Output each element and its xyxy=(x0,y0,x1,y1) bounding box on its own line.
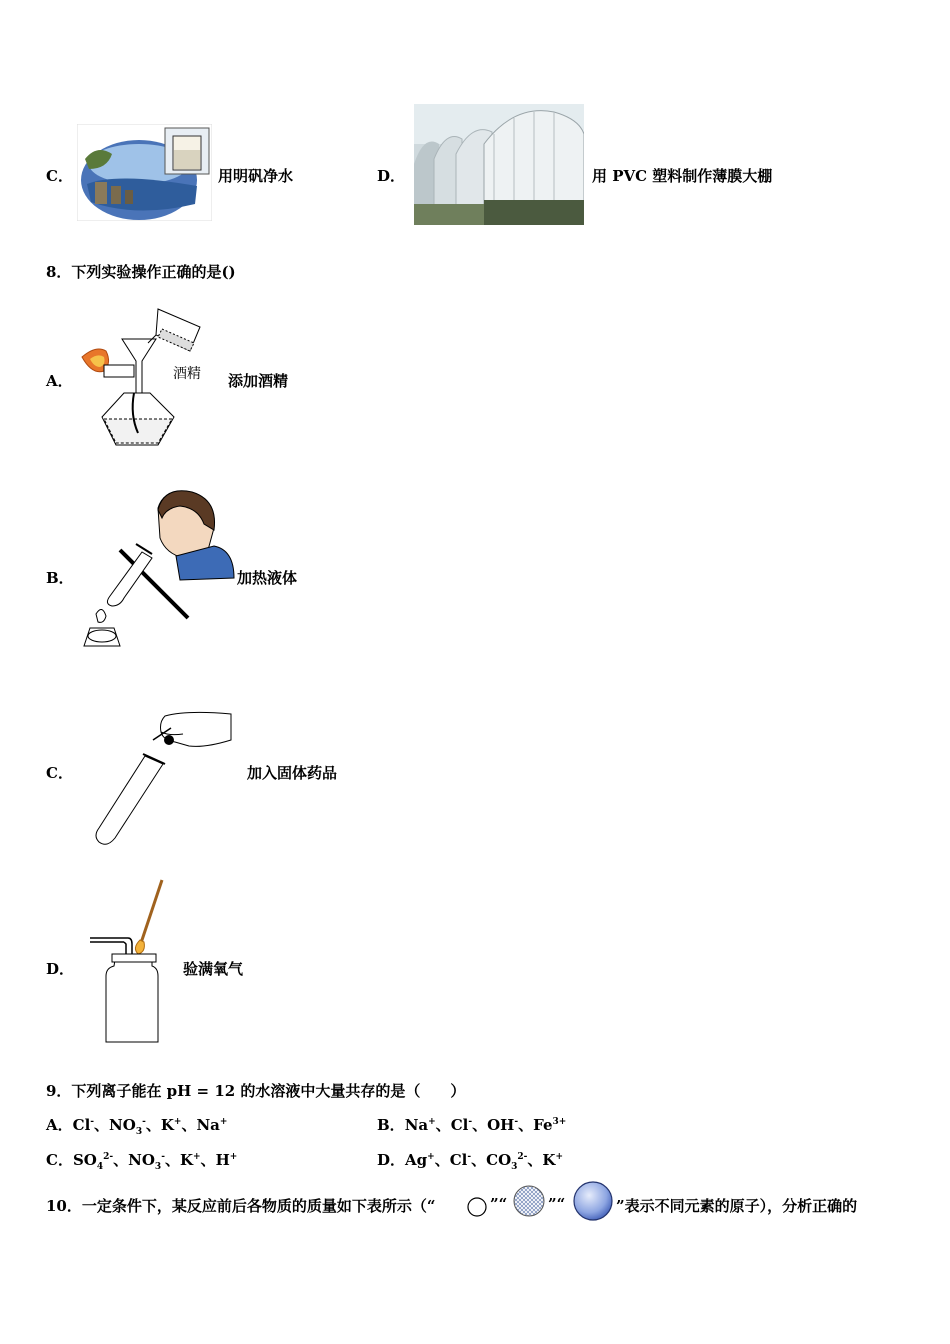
q9-stem: 9．下列离子能在 pH = 12 的水溶液中大量共存的是（ ） xyxy=(46,1082,466,1100)
alum-water-image xyxy=(77,124,212,221)
q9-option-a: A．Cl-、$NO_3^-$、K+、Na+ xyxy=(46,1116,228,1137)
atom-white-icon xyxy=(466,1196,488,1218)
q8-option-a-text: 添加酒精 xyxy=(228,372,289,390)
q8-option-d-text: 验满氧气 xyxy=(183,960,244,978)
oxygen-test-image xyxy=(88,878,168,1048)
q8-option-c-text: 加入固体药品 xyxy=(247,764,338,782)
add-solid-image xyxy=(95,710,235,848)
q8-option-a-label: A． xyxy=(46,372,73,390)
q7-option-d-label: D． xyxy=(377,167,406,185)
q8-option-b-label: B． xyxy=(46,569,74,587)
q10-stem xyxy=(46,1180,916,1224)
q9-option-c: C．$SO_4^{2-}$、$NO_3^-$、K+、H+ xyxy=(46,1151,238,1172)
atom-hatched-icon xyxy=(512,1184,546,1218)
q8-option-d-label: D． xyxy=(46,960,75,978)
q9-option-b: B．Na+、Cl-、OH-、$Fe^{3+}$ xyxy=(377,1116,567,1134)
q8-stem: 8．下列实验操作正确的是() xyxy=(46,263,236,281)
q10-quote-mid-1: ”“ xyxy=(490,1195,508,1213)
q10-quote-mid-2: ”“ xyxy=(548,1195,566,1213)
greenhouse-image xyxy=(414,104,584,225)
q7-option-c-label: C． xyxy=(46,167,73,185)
q7-option-d-text: 用 PVC 塑料制作薄膜大棚 xyxy=(592,167,773,185)
q9-option-d: D．Ag+、Cl-、$CO_3^{2-}$、K+ xyxy=(377,1151,564,1172)
heat-liquid-image xyxy=(80,488,235,650)
q7-option-c-text: 用明矾净水 xyxy=(218,167,294,185)
q8-option-c-label: C． xyxy=(46,764,73,782)
atom-blue-icon xyxy=(572,1180,614,1222)
q8-option-b-text: 加热液体 xyxy=(237,569,298,587)
q10-stem-start: 10．一定条件下，某反应前后各物质的质量如下表所示（“ xyxy=(46,1197,436,1215)
alcohol-bottle-label: 酒精 xyxy=(173,366,201,382)
q10-stem-end: ”表示不同元素的原子），分析正确的 xyxy=(616,1197,858,1215)
